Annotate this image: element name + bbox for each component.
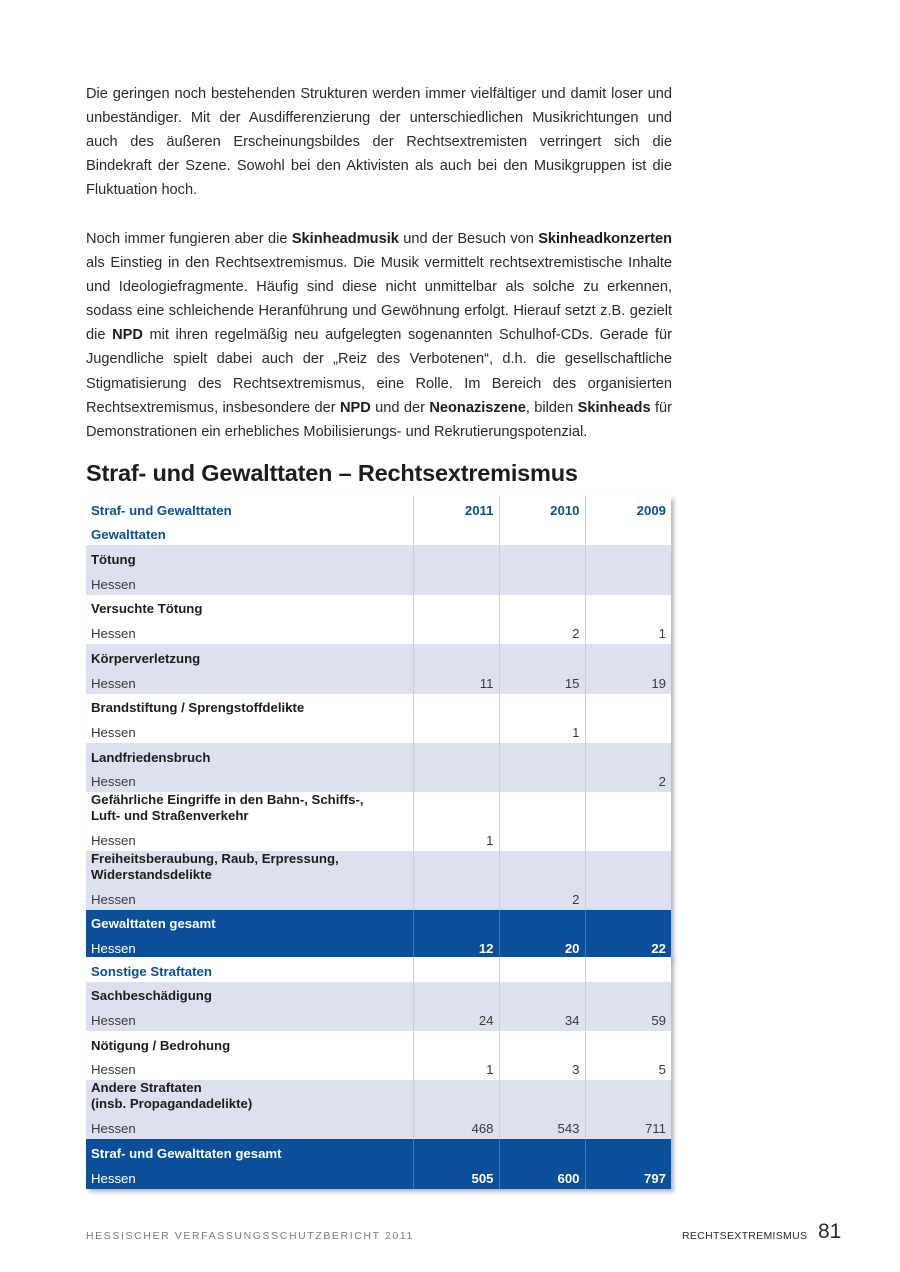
page-number: 81 bbox=[818, 1220, 842, 1243]
empty-cell bbox=[499, 982, 585, 1007]
empty-cell bbox=[585, 1080, 671, 1114]
value-2009: 19 bbox=[585, 669, 671, 694]
region-label: Hessen bbox=[86, 1056, 413, 1081]
category-label bbox=[86, 851, 413, 885]
empty-cell bbox=[499, 743, 585, 768]
value-2010 bbox=[499, 570, 585, 595]
total-category-row bbox=[86, 910, 671, 935]
total-2010: 20 bbox=[499, 934, 585, 959]
value-2010 bbox=[499, 826, 585, 851]
value-2010: 15 bbox=[499, 669, 585, 694]
empty-cell bbox=[585, 792, 671, 826]
table-row bbox=[86, 1056, 671, 1081]
category-row bbox=[86, 982, 671, 1007]
category-label-line: Freiheitsberaubung, Raub, Erpressung, bbox=[91, 850, 339, 866]
value-2009 bbox=[585, 826, 671, 851]
empty-cell bbox=[413, 595, 499, 620]
category-label: Körperverletzung bbox=[86, 644, 413, 669]
category-row bbox=[86, 694, 671, 719]
empty-cell bbox=[585, 694, 671, 719]
table-row bbox=[86, 669, 671, 694]
year-2011-header: 2011 bbox=[413, 496, 499, 521]
empty-cell bbox=[499, 851, 585, 885]
empty-cell bbox=[413, 1031, 499, 1056]
empty-cell bbox=[585, 851, 671, 885]
year-2010-header: 2010 bbox=[499, 496, 585, 521]
table-row bbox=[86, 885, 671, 910]
empty-cell bbox=[413, 545, 499, 570]
region-label: Hessen bbox=[86, 768, 413, 793]
total-2009: 22 bbox=[585, 934, 671, 959]
table-row bbox=[86, 718, 671, 743]
value-2011 bbox=[413, 718, 499, 743]
value-2011: 11 bbox=[413, 669, 499, 694]
empty-cell bbox=[413, 743, 499, 768]
bold-term: Skinheadmusik bbox=[291, 231, 399, 247]
value-2011: 468 bbox=[413, 1114, 499, 1139]
total-2009: 797 bbox=[585, 1164, 671, 1189]
text-span: Noch immer fungieren aber die bbox=[86, 231, 292, 247]
value-2009: 59 bbox=[585, 1006, 671, 1031]
value-2009 bbox=[585, 718, 671, 743]
table-header-row bbox=[86, 496, 671, 521]
header-label: Straf- und Gewalttaten bbox=[86, 496, 413, 521]
category-row bbox=[86, 1080, 671, 1114]
empty-cell bbox=[413, 851, 499, 885]
category-row bbox=[86, 792, 671, 826]
value-2009: 711 bbox=[585, 1114, 671, 1139]
violent-crimes-table bbox=[86, 496, 671, 959]
empty-cell bbox=[499, 694, 585, 719]
empty-cell bbox=[499, 910, 585, 935]
value-2011 bbox=[413, 768, 499, 793]
value-2011: 1 bbox=[413, 826, 499, 851]
table-row bbox=[86, 1114, 671, 1139]
value-2009 bbox=[585, 570, 671, 595]
bold-term: Skinheads bbox=[577, 399, 651, 416]
value-2011: 1 bbox=[413, 1056, 499, 1081]
section-row bbox=[86, 957, 671, 982]
empty-cell bbox=[413, 1080, 499, 1114]
category-label bbox=[86, 792, 413, 826]
bold-term: Skinheadkonzerten bbox=[538, 231, 672, 247]
category-row bbox=[86, 595, 671, 620]
intro-paragraph: Die geringen noch bestehenden Strukturen werden immer vielfältiger und damit loser und unbeständiger. Mit der Ausdifferenzierung der unterschiedlichen Musikrichtungen und auch des äußeren Erscheinungsbildes der Rechtsextremisten verringert sich die Bindekraft der Szene. Sowohl bei den Aktivisten als auch bei den Musikgruppen ist die Fluktuation hoch. bbox=[86, 86, 672, 199]
empty-cell bbox=[585, 743, 671, 768]
empty-cell bbox=[499, 792, 585, 826]
year-2009-header: 2009 bbox=[585, 496, 671, 521]
table-row bbox=[86, 768, 671, 793]
empty-cell bbox=[499, 957, 585, 982]
empty-cell bbox=[585, 957, 671, 982]
value-2010: 1 bbox=[499, 718, 585, 743]
category-label: Landfriedensbruch bbox=[86, 743, 413, 768]
category-row bbox=[86, 1031, 671, 1056]
region-label: Hessen bbox=[86, 669, 413, 694]
empty-cell bbox=[499, 595, 585, 620]
section-row bbox=[86, 521, 671, 546]
category-label-line: Andere Straftaten bbox=[91, 1080, 202, 1096]
chapter-title-footer: RECHTSEXTREMISMUS bbox=[682, 1230, 808, 1242]
category-label: Tötung bbox=[86, 545, 413, 570]
category-row bbox=[86, 743, 671, 768]
category-label-line: Widerstandsdelikte bbox=[91, 866, 212, 882]
category-label: Brandstiftung / Sprengstoffdelikte bbox=[86, 694, 413, 719]
category-label: Versuchte Tötung bbox=[86, 595, 413, 620]
text-span: , bilden bbox=[525, 399, 578, 416]
section-heading: Straf- und Gewalttaten – Rechtsextremismus bbox=[86, 460, 578, 486]
empty-cell bbox=[499, 1031, 585, 1056]
empty-cell bbox=[413, 910, 499, 935]
category-label bbox=[86, 1080, 413, 1114]
empty-cell bbox=[585, 521, 671, 546]
region-label: Hessen bbox=[86, 619, 413, 644]
skinhead-music-paragraph bbox=[86, 227, 672, 444]
section-label: Gewalttaten bbox=[86, 521, 413, 546]
other-crimes-table bbox=[86, 957, 671, 1189]
region-label: Hessen bbox=[86, 934, 413, 959]
empty-cell bbox=[413, 792, 499, 826]
value-2009 bbox=[585, 885, 671, 910]
value-2010: 543 bbox=[499, 1114, 585, 1139]
category-row bbox=[86, 851, 671, 885]
text-span: als Einstieg in den Rechtsextremismus. Die Musik vermittelt rechtsextremistische Inhalte und Ideologiefragmente. Häufig sind diese nicht unmittelbar als solche zu erkennen, sodass eine schleichende Heranführung und Gewöhnung erfolgt. Hierauf setzt z.B. gezielt die bbox=[86, 255, 672, 344]
region-label: Hessen bbox=[86, 1164, 413, 1189]
empty-cell bbox=[413, 694, 499, 719]
empty-cell bbox=[585, 1031, 671, 1056]
region-label: Hessen bbox=[86, 826, 413, 851]
value-2010: 34 bbox=[499, 1006, 585, 1031]
total-label: Straf- und Gewalttaten gesamt bbox=[86, 1139, 413, 1164]
value-2010 bbox=[499, 768, 585, 793]
category-row bbox=[86, 545, 671, 570]
empty-cell bbox=[499, 521, 585, 546]
empty-cell bbox=[499, 1080, 585, 1114]
value-2011 bbox=[413, 570, 499, 595]
text-span: mit ihren regelmäßig neu aufgelegten sogenannten Schulhof-CDs. Gerade für Jugendliche spielt dabei auch der „Reiz des Verbotenen“, d.h. die gesellschaftliche Stigmatisierung des Rechtsextremismus, eine Rolle. Im Bereich des organisierten Rechtsextremismus, insbesondere der bbox=[86, 327, 672, 416]
empty-cell bbox=[585, 595, 671, 620]
region-label: Hessen bbox=[86, 1114, 413, 1139]
value-2010: 2 bbox=[499, 885, 585, 910]
empty-cell bbox=[499, 545, 585, 570]
text-span: und der Besuch von bbox=[398, 231, 539, 247]
region-label: Hessen bbox=[86, 1006, 413, 1031]
empty-cell bbox=[585, 644, 671, 669]
category-label-line: Gefährliche Eingriffe in den Bahn-, Schiffs-, bbox=[91, 792, 364, 808]
total-label: Gewalttaten gesamt bbox=[86, 910, 413, 935]
region-label: Hessen bbox=[86, 885, 413, 910]
total-2011: 505 bbox=[413, 1164, 499, 1189]
empty-cell bbox=[499, 644, 585, 669]
bold-term: NPD bbox=[340, 399, 371, 416]
empty-cell bbox=[413, 521, 499, 546]
text-span: und der bbox=[370, 399, 430, 416]
value-2009: 1 bbox=[585, 619, 671, 644]
empty-cell bbox=[585, 982, 671, 1007]
empty-cell bbox=[413, 644, 499, 669]
value-2010: 3 bbox=[499, 1056, 585, 1081]
category-row bbox=[86, 644, 671, 669]
section-label: Sonstige Straftaten bbox=[86, 957, 413, 982]
total-2011: 12 bbox=[413, 934, 499, 959]
value-2011 bbox=[413, 885, 499, 910]
value-2009: 2 bbox=[585, 768, 671, 793]
category-label: Sachbeschädigung bbox=[86, 982, 413, 1007]
bold-term: NPD bbox=[112, 327, 143, 344]
empty-cell bbox=[585, 910, 671, 935]
empty-cell bbox=[413, 982, 499, 1007]
value-2010: 2 bbox=[499, 619, 585, 644]
value-2011: 24 bbox=[413, 1006, 499, 1031]
table-row bbox=[86, 570, 671, 595]
empty-cell bbox=[499, 1139, 585, 1164]
category-label: Nötigung / Bedrohung bbox=[86, 1031, 413, 1056]
table-row bbox=[86, 619, 671, 644]
total-row bbox=[86, 1164, 671, 1189]
text-span: für Demonstrationen ein erhebliches Mobilisierungs- und Rekrutierungspotenzial. bbox=[86, 399, 672, 440]
value-2009: 5 bbox=[585, 1056, 671, 1081]
table-row bbox=[86, 826, 671, 851]
empty-cell bbox=[413, 957, 499, 982]
category-label-line: Luft- und Straßenverkehr bbox=[91, 808, 249, 824]
table-row bbox=[86, 1006, 671, 1031]
empty-cell bbox=[585, 1139, 671, 1164]
category-label-line: (insb. Propagandadelikte) bbox=[91, 1096, 253, 1112]
empty-cell bbox=[413, 1139, 499, 1164]
region-label: Hessen bbox=[86, 718, 413, 743]
value-2011 bbox=[413, 619, 499, 644]
bold-term: Neonaziszene bbox=[429, 399, 526, 416]
region-label: Hessen bbox=[86, 570, 413, 595]
total-2010: 600 bbox=[499, 1164, 585, 1189]
empty-cell bbox=[585, 545, 671, 570]
total-row bbox=[86, 934, 671, 959]
total-category-row bbox=[86, 1139, 671, 1164]
report-title-footer: HESSISCHER VERFASSUNGSSCHUTZBERICHT 2011 bbox=[86, 1230, 414, 1242]
